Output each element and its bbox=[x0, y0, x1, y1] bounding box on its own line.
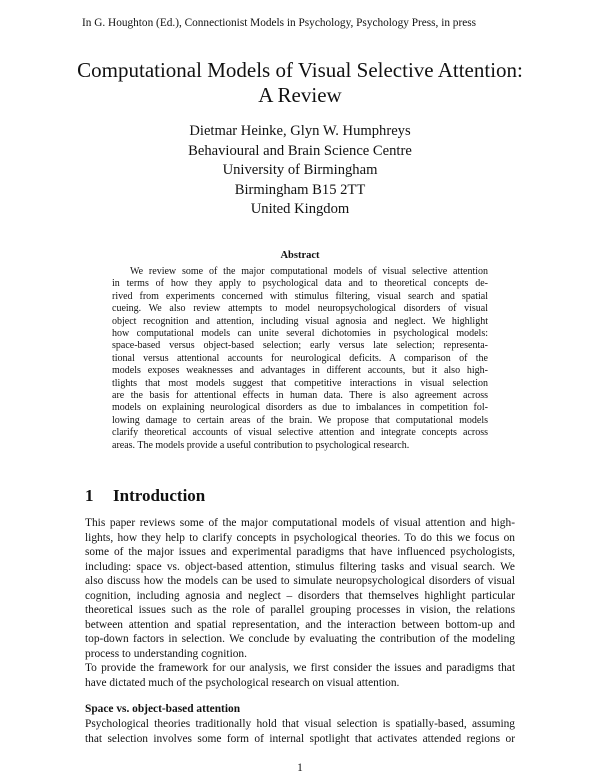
abstract-line: tional versus attentional accounts for neurological deficits. A comparison of the bbox=[112, 352, 488, 364]
title-line-1: Computational Models of Visual Selective Attention: bbox=[77, 58, 523, 82]
body-line: This paper reviews some of the major computational models of visual attention and high- bbox=[85, 517, 515, 529]
abstract-body bbox=[112, 266, 488, 452]
abstract-line: tlights that most models suggest that competitive interactions in visual selection bbox=[112, 377, 488, 389]
abstract-line: are the basis for attentional effects in human data. There is also agreement across bbox=[112, 390, 488, 402]
abstract-line: models exposes weaknesses and advantages in different accounts, but it also high- bbox=[112, 365, 488, 377]
abstract-line: lowing damage to certain areas of the brain. We propose that computational models bbox=[112, 414, 488, 426]
body-line: theoretical issues such as the role of parallel grouping processes in vision, the relations bbox=[85, 604, 515, 616]
body-line: To provide the framework for our analysis, we first consider the issues and paradigms that bbox=[85, 662, 515, 674]
body-line: some of the major issues and experimental paradigms that have influenced psychologists, bbox=[85, 546, 515, 558]
page-number: 1 bbox=[297, 762, 303, 774]
abstract-line: We review some of the major computational models of visual selective attention bbox=[130, 266, 488, 277]
author-university: University of Birmingham bbox=[222, 162, 378, 179]
section-heading-introduction bbox=[85, 486, 205, 506]
author-names: Dietmar Heinke, Glyn W. Humphreys bbox=[189, 123, 411, 139]
abstract-line: cueing. We also review attempts to model neuropsychological disorders of visual bbox=[112, 303, 488, 315]
body-line: that selection involves some form of internal spotlight that activates attended regions or bbox=[85, 732, 515, 745]
abstract-line: object recognition and attention, including visual agnosia and neglect. We highlight bbox=[112, 315, 488, 327]
body-line: cognition, including agnosia and neglect – disorders that themselves highlight particular bbox=[85, 589, 515, 602]
body-line: Psychological theories traditionally hold that visual selection is spatially-based, assuming bbox=[85, 718, 515, 730]
body-line: process to understanding cognition. bbox=[85, 647, 247, 660]
section-title: Introduction bbox=[113, 486, 206, 505]
author-country: United Kingdom bbox=[250, 201, 350, 218]
abstract-line: areas. The models provide a useful contribution to psychological research. bbox=[112, 439, 410, 451]
body-line: between attention and spatial representation, and the interaction between bottom-up and bbox=[85, 618, 515, 631]
abstract-line: space-based versus object-based selection; early versus late selection; representa- bbox=[112, 340, 488, 352]
section-number: 1 bbox=[85, 486, 94, 505]
abstract-heading: Abstract bbox=[280, 250, 320, 261]
abstract-line: clarify theoretical accounts of visual selective attention and integrate concepts across bbox=[112, 427, 488, 439]
abstract-line: models on explaining neurological disorders as due to imbalances in competition fol- bbox=[112, 402, 488, 414]
introduction-body bbox=[85, 516, 515, 690]
abstract-line: in terms of how they apply to psychological data and to theoretical concepts de- bbox=[112, 278, 488, 290]
body-line: have dictated much of the psychological research on visual attention. bbox=[85, 676, 400, 689]
author-city: Birmingham B15 2TT bbox=[234, 181, 366, 198]
body-line: top-down factors in selection. We conclude by evaluating the contribution of the modeling bbox=[85, 633, 515, 645]
author-affiliation: Behavioural and Brain Science Centre bbox=[188, 142, 412, 159]
author-block bbox=[100, 122, 500, 220]
publication-note: In G. Houghton (Ed.), Connectionist Models in Psychology, Psychology Press, in press bbox=[82, 17, 477, 29]
body-line: also discuss how the models can be used to simulate neuropsychological disorders of visual bbox=[85, 575, 515, 587]
subsection-body bbox=[85, 717, 515, 746]
abstract-line: how computational models can unite several dichotomies in psychological models: bbox=[112, 328, 488, 340]
abstract-line: rived from experiments concerned with stimulus filtering, visual search and spatial bbox=[112, 290, 488, 302]
body-line: including: space vs. object-based attention, stimulus filtering tasks and visual search. We bbox=[85, 560, 515, 573]
title-line-2: A Review bbox=[258, 83, 342, 107]
body-line: lights, how they help to clarify concepts in psychological theories. To do this we focus on bbox=[85, 531, 515, 544]
paper-title bbox=[40, 58, 560, 108]
subsection-heading: Space vs. object-based attention bbox=[85, 703, 241, 715]
